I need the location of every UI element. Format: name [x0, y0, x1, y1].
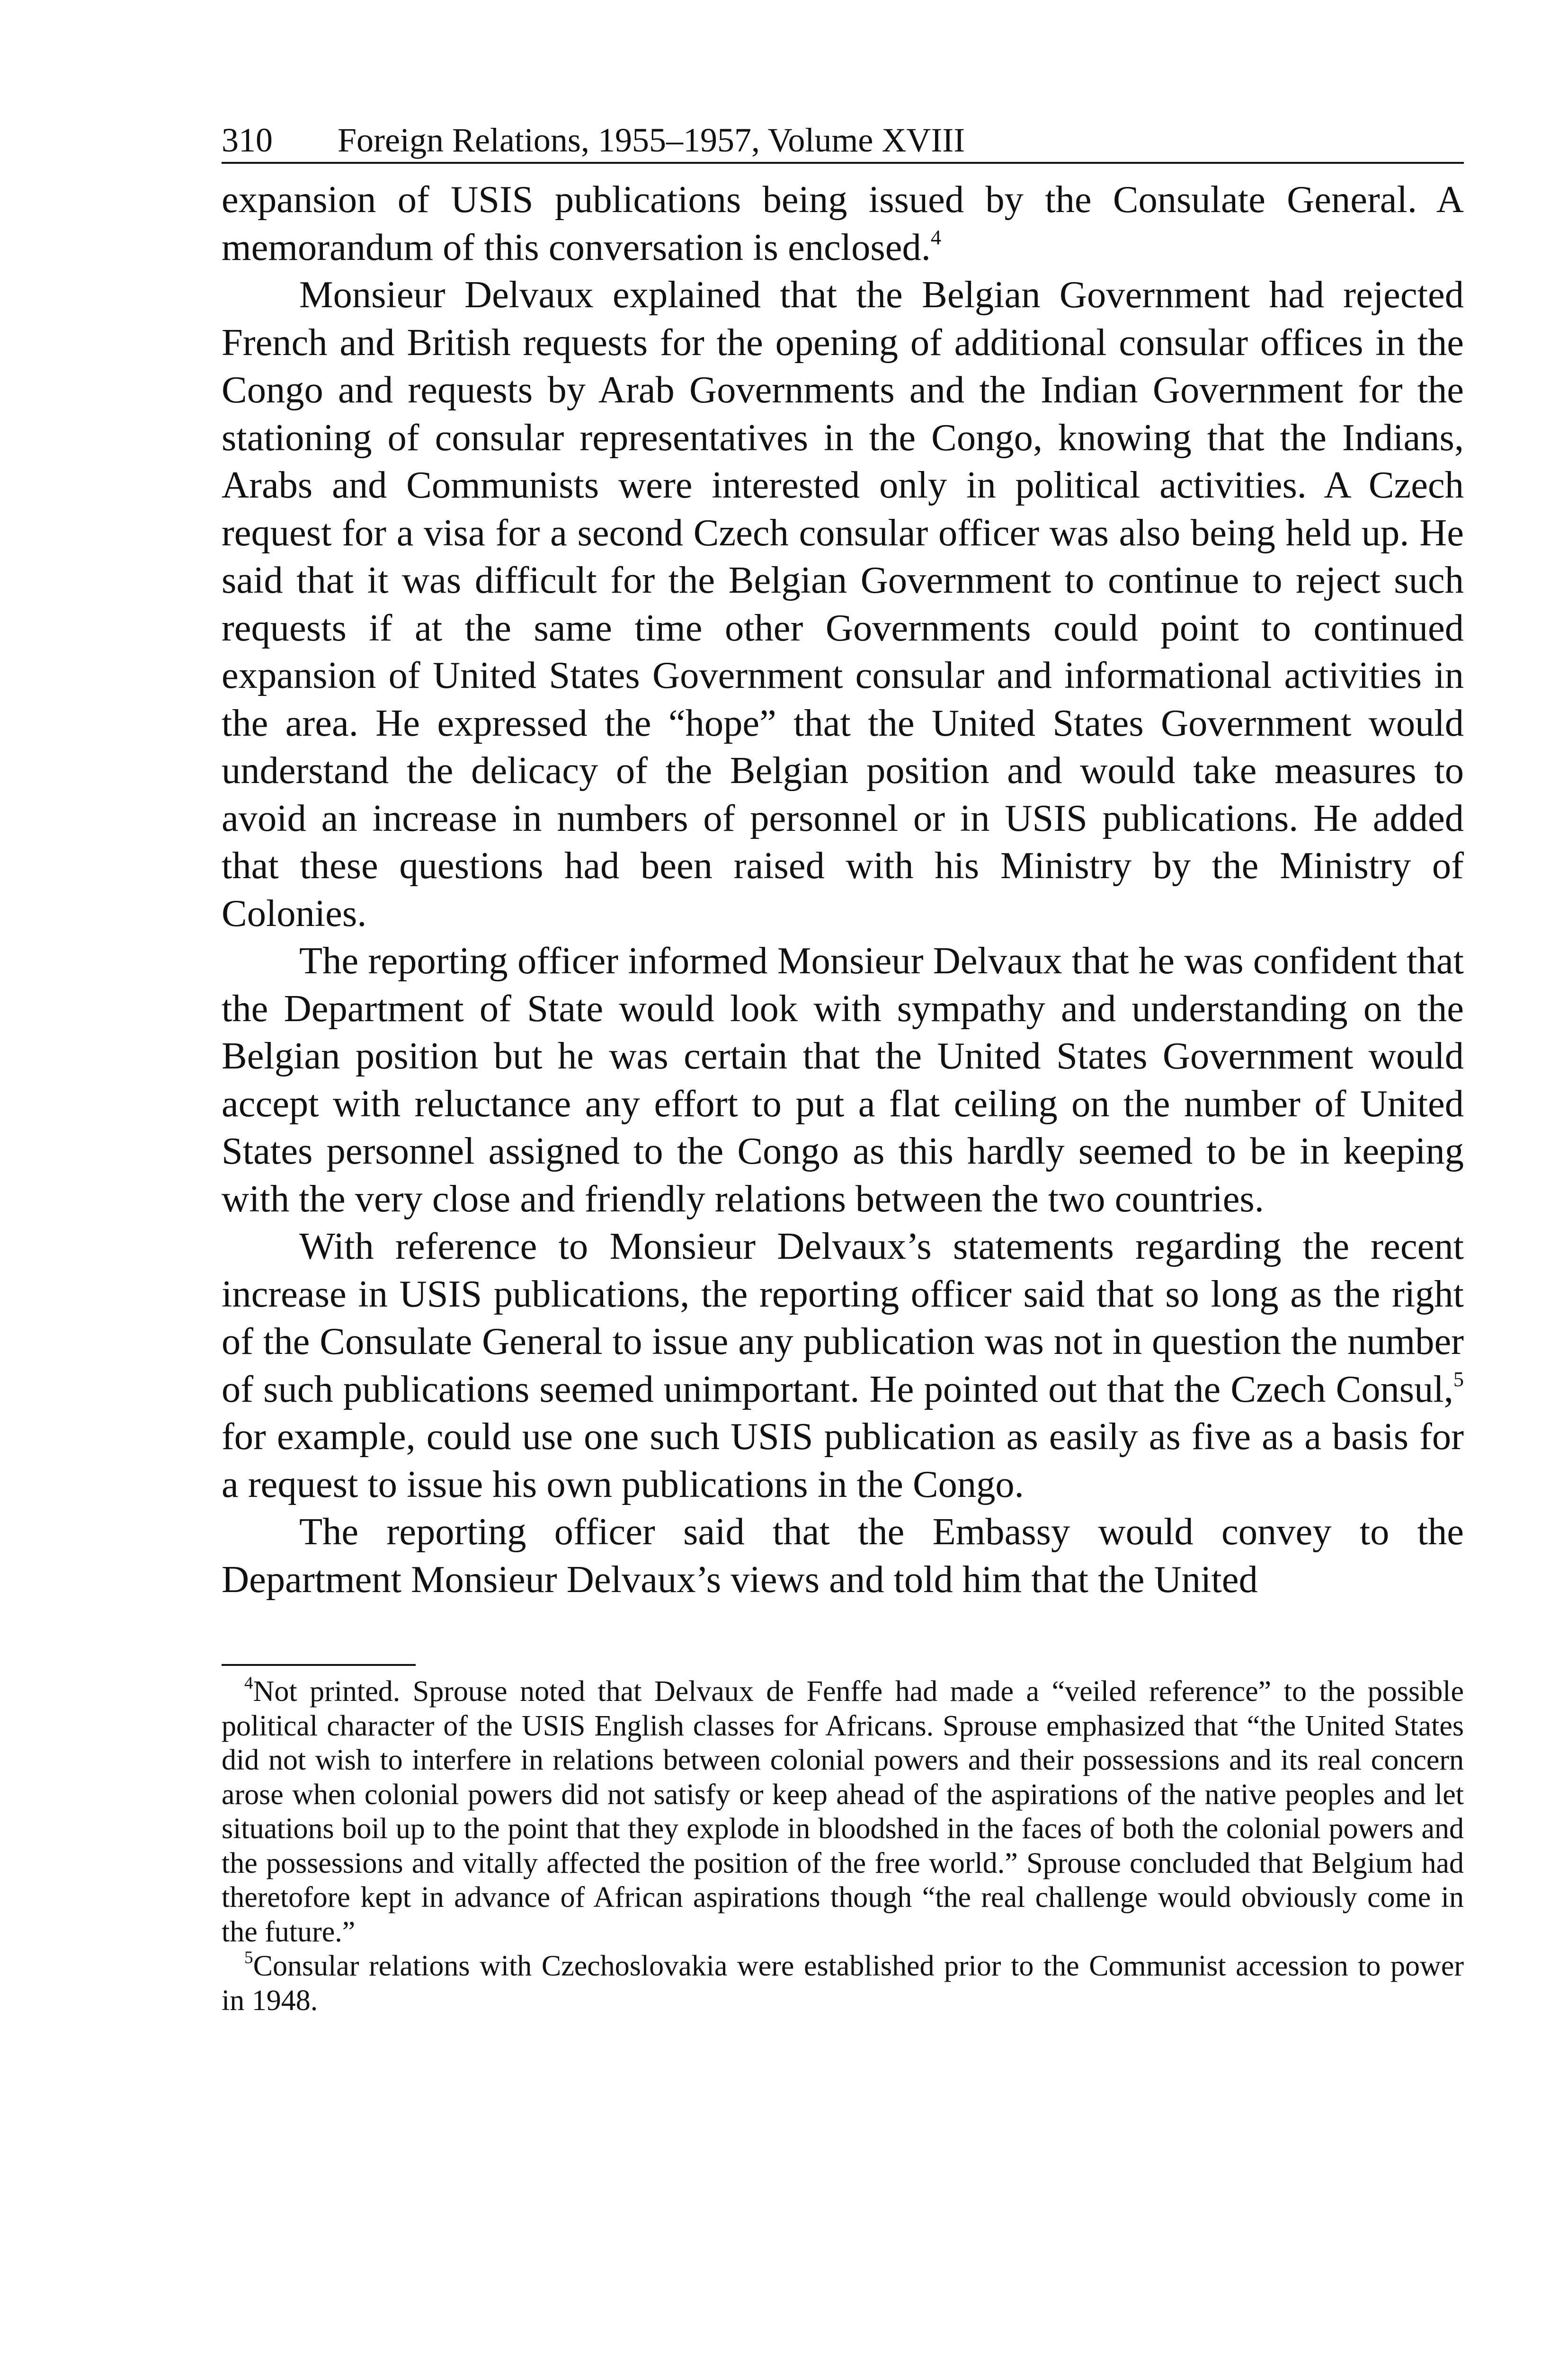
footnote-ref-5: 5 — [1453, 1367, 1464, 1391]
paragraph-4 — [222, 1223, 1464, 1508]
footnote-marker-4: 4 — [244, 1673, 253, 1693]
footnotes — [222, 1674, 1464, 2018]
footnote-ref-4: 4 — [930, 225, 941, 249]
footnote-4-text: Not printed. Sprouse noted that Delvaux de Fenffe had made a “veiled reference” to the possible political character of the USIS English classes for Africans. Sprouse emphasized that “the United States did not wish to interfere in relations between colonial powers and their possessions and its real concern arose when colonial powers did not satisfy or keep ahead of the aspirations of the native peoples and let situations boil up to the point that they explode in bloodshed in the faces of both the colonial powers and the possessions and vitally affected the position of the free world.” Sprouse concluded that Belgium had theretofore kept in advance of African aspirations though “the real challenge would obviously come in the future.” — [222, 1675, 1464, 1948]
footnote-divider — [222, 1664, 416, 1666]
document-page — [222, 118, 1464, 2367]
footnote-marker-5: 5 — [244, 1948, 253, 1967]
paragraph-4-text-after: for example, could use one such USIS publication as easily as five as a basis for a request to issue his own publications in the Congo. — [222, 1415, 1464, 1505]
paragraph-5-text: The reporting officer said that the Embassy would convey to the Department Monsieur Delvaux’s views and told him that the United — [222, 1511, 1464, 1601]
paragraph-2 — [222, 271, 1464, 937]
paragraph-3-text: The reporting officer informed Monsieur Delvaux that he was confident that the Department of State would look with sympathy and understanding on the Belgian position but he was certain that the United States Government would accept with reluctance any effort to put a flat ceiling on the number of United States personnel assigned to the Congo as this hardly seemed to be in keeping with the very close and friendly relations between the two countries. — [222, 940, 1464, 1220]
running-title: Foreign Relations, 1955–1957, Volume XVIII — [338, 121, 965, 159]
body-text — [222, 176, 1464, 1603]
paragraph-3 — [222, 937, 1464, 1223]
footnote-4 — [222, 1674, 1464, 1949]
paragraph-1 — [222, 176, 1464, 271]
paragraph-5 — [222, 1508, 1464, 1603]
footnote-5-text: Consular relations with Czechoslovakia were established prior to the Communist accession to power in 1948. — [222, 1950, 1464, 2017]
page-number: 310 — [222, 121, 273, 159]
running-head — [222, 118, 1464, 164]
paragraph-4-text-before: With reference to Monsieur Delvaux’s statements regarding the recent increase in USIS publications, the reporting officer said that so long as the right of the Consulate General to issue any publication was not in question the number of such publications seemed unimportant. He pointed out that the Czech Consul, — [222, 1225, 1464, 1410]
paragraph-2-text: Monsieur Delvaux explained that the Belgian Government had rejected French and British requests for the opening of additional consular offices in the Congo and requests by Arab Governments and the Indian Government for the stationing of consular representatives in the Congo, knowing that the Indians, Arabs and Communists were interested only in political activities. A Czech request for a visa for a second Czech consular officer was also being held up. He said that it was difficult for the Belgian Government to continue to reject such requests if at the same time other Governments could point to continued expansion of United States Government consular and informational activities in the area. He expressed the “hope” that the United States Government would understand the delicacy of the Belgian position and would take measures to avoid an increase in numbers of personnel or in USIS publications. He added that these questions had been raised with his Ministry by the Ministry of Colonies. — [222, 274, 1464, 934]
footnote-5 — [222, 1949, 1464, 2018]
paragraph-1-text: expansion of USIS publications being issued by the Consulate General. A memorandum of this conversation is enclosed. — [222, 178, 1464, 268]
